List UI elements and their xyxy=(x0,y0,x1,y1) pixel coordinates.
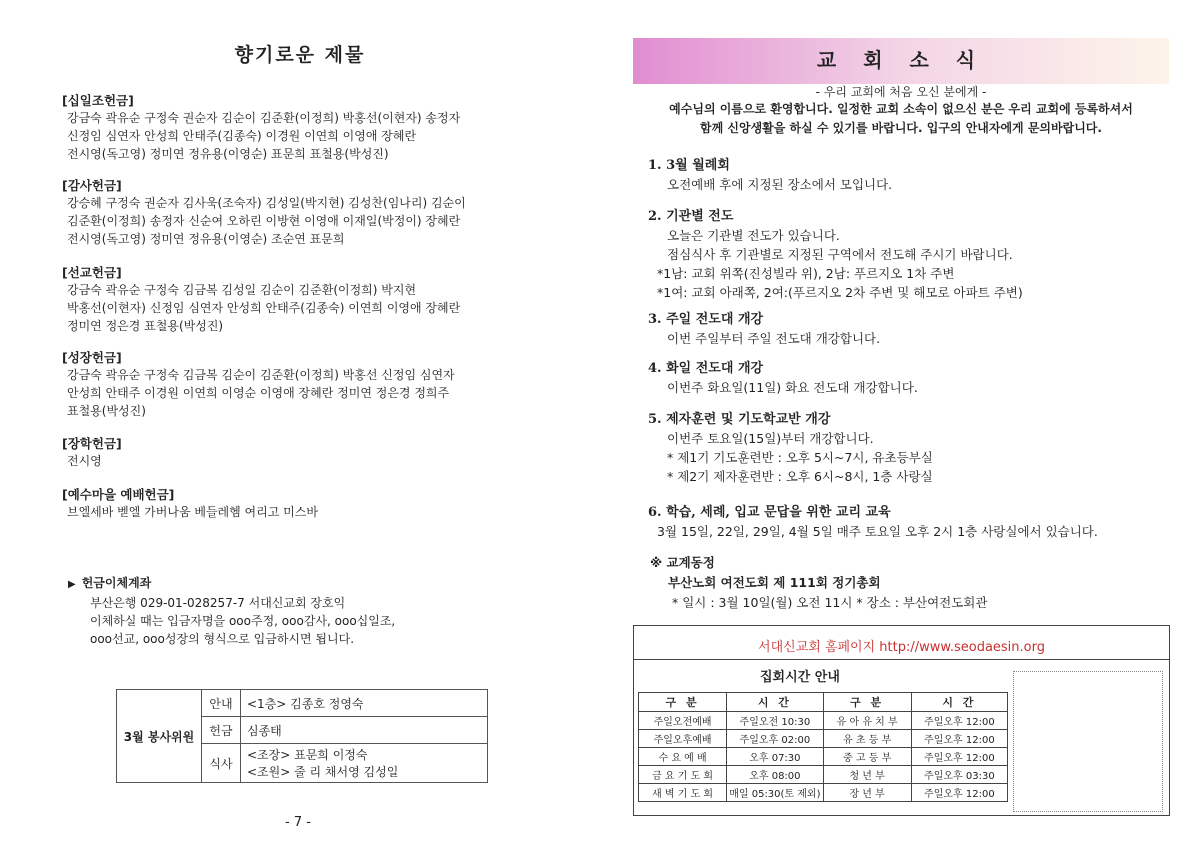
offering-names: 강금숙 곽유순 구정숙 김금복 김순이 김준환(이정희) 박홍선 신정임 심연자 xyxy=(67,368,455,382)
transfer-line: 부산은행 029-01-028257-7 서대신교회 장호익 xyxy=(90,596,346,610)
meeting-schedule-table xyxy=(638,692,1008,802)
news-heading: 2. 기관별 전도 xyxy=(648,209,734,224)
volunteer-line: <조원> 줄 리 채서영 김성일 xyxy=(247,765,399,779)
transfer-title: 헌금이체계좌 xyxy=(81,576,152,590)
volunteer-line: <조장> 표문희 이정숙 xyxy=(247,748,368,762)
offering-names: 전시영 xyxy=(67,454,102,468)
offering-names: 김준환(이정희) 송정자 신순여 오하린 이방현 이영애 이재일(박정이) 장혜란 xyxy=(67,214,461,228)
schedule-cell: 주일오후예배 xyxy=(639,730,727,748)
homepage-link[interactable]: 서대신교회 홈페이지 http://www.seodaesin.org xyxy=(758,640,1045,655)
news-line: *1남: 교회 위쪽(진성빌라 위), 2남: 푸르지오 1차 주변 xyxy=(657,266,955,281)
offering-names: 전시영(독고영) 정미연 정유용(이영순) 표문희 표철용(박성진) xyxy=(67,147,389,161)
schedule-cell: 청 년 부 xyxy=(823,766,911,784)
table-row xyxy=(639,730,1008,748)
volunteer-table xyxy=(116,689,488,783)
offering-growth xyxy=(62,350,532,420)
schedule-cell: 주일오전 10:30 xyxy=(727,712,823,730)
church-news xyxy=(650,553,1150,613)
schedule-cell: 수 요 예 배 xyxy=(639,748,727,766)
offering-names: 박홍선(이현자) 신정임 심연자 안성희 안태주(김종숙) 이연희 이영애 장혜란 xyxy=(67,301,461,315)
transfer-account xyxy=(68,574,508,648)
news-line: 이번주 토요일(15일)부터 개강합니다. xyxy=(667,431,874,446)
offering-heading: [십일조헌금] xyxy=(62,93,134,108)
schedule-cell: 장 년 부 xyxy=(823,784,911,802)
volunteer-names: <1층> 김종호 정영숙 xyxy=(241,690,488,717)
news-item xyxy=(648,310,1158,348)
church-news-heading: ※ 교계동정 xyxy=(650,555,715,570)
schedule-cell: 금 요 기 도 회 xyxy=(639,766,727,784)
news-line: 점심식사 후 기관별로 지정된 구역에서 전도해 주시기 바랍니다. xyxy=(667,247,1013,262)
news-item xyxy=(648,359,1158,397)
schedule-cell: 오후 08:00 xyxy=(727,766,823,784)
news-line: 오늘은 기관별 전도가 있습니다. xyxy=(667,228,840,243)
news-heading: 3. 주일 전도대 개강 xyxy=(648,312,764,327)
offering-tithe xyxy=(62,93,532,163)
offering-village xyxy=(62,487,532,521)
page-title: 향기로운 제물 xyxy=(234,44,366,66)
offering-names: 강금숙 곽유순 구정숙 권순자 김순이 김준환(이정희) 박홍선(이현자) 송정자 xyxy=(67,111,461,125)
news-heading: 6. 학습, 세례, 입교 문답을 위한 교리 교육 xyxy=(648,505,891,520)
offering-names: 안성희 안태주 이경원 이연희 이영순 이영애 장혜란 정미연 정은경 정희주 xyxy=(67,386,450,400)
column-header: 시 간 xyxy=(727,693,823,712)
volunteer-category: 헌금 xyxy=(202,717,241,744)
offering-mission xyxy=(62,265,532,335)
offering-heading: [선교헌금] xyxy=(62,265,122,280)
offering-names: 전시영(독고영) 정미연 정유용(이영순) 조순연 표문희 xyxy=(67,232,345,246)
schedule-cell: 주일오후 03:30 xyxy=(911,766,1007,784)
offering-heading: [장학헌금] xyxy=(62,436,122,451)
meeting-times-title: 집회시간 안내 xyxy=(760,670,840,685)
schedule-cell: 중 고 등 부 xyxy=(823,748,911,766)
schedule-cell: 매일 05:30(토 제외) xyxy=(727,784,823,802)
offering-thanks xyxy=(62,178,532,248)
news-heading: 1. 3월 월례회 xyxy=(648,158,730,173)
news-item xyxy=(648,503,1158,541)
offering-names: 표철용(박성진) xyxy=(67,404,146,418)
news-item xyxy=(648,410,1158,486)
offering-names: 강금숙 곽유순 구정숙 김금복 김성일 김순이 김준환(이정희) 박지현 xyxy=(67,283,417,297)
news-line: * 제1기 기도훈련반 : 오후 5시~7시, 유초등부실 xyxy=(667,450,933,465)
news-line: *1여: 교회 아래쪽, 2여:(푸르지오 2차 주변 및 해모로 아파트 주변) xyxy=(657,285,1023,300)
photo-placeholder xyxy=(1013,671,1163,812)
offering-names: 강승혜 구정숙 권순자 김사욱(조숙자) 김성일(박지현) 김성찬(임나리) 김순이 xyxy=(67,196,466,210)
transfer-line: 이체하실 때는 입금자명을 ooo주정, ooo감사, ooo십일조, xyxy=(90,614,396,628)
volunteer-names: 심종태 xyxy=(241,717,488,744)
offering-scholarship xyxy=(62,436,532,470)
table-row xyxy=(639,766,1008,784)
church-news-info: * 일시 : 3월 10일(월) 오전 11시 * 장소 : 부산여전도회관 xyxy=(672,595,988,610)
welcome-line: 함께 신앙생활을 하실 수 있기를 바랍니다. 입구의 안내자에게 문의바랍니다. xyxy=(700,121,1102,135)
news-line: * 제2기 제자훈련반 : 오후 6시~8시, 1층 사랑실 xyxy=(667,469,933,484)
offering-heading: [감사헌금] xyxy=(62,178,122,193)
transfer-line: ooo선교, ooo성장의 형식으로 입금하시면 됩니다. xyxy=(90,632,355,646)
table-row xyxy=(639,712,1008,730)
news-line: 이번주 화요일(11일) 화요 전도대 개강합니다. xyxy=(667,380,918,395)
offering-heading: [예수마을 예배헌금] xyxy=(62,487,175,502)
schedule-cell: 새 벽 기 도 회 xyxy=(639,784,727,802)
table-row xyxy=(639,784,1008,802)
column-header: 구 분 xyxy=(639,693,727,712)
offering-names: 정미연 정은경 표철용(박성진) xyxy=(67,319,224,333)
news-item xyxy=(648,156,1158,194)
volunteer-category: 안내 xyxy=(202,690,241,717)
welcome-line: 예수님의 이름으로 환영합니다. 일정한 교회 소속이 없으신 분은 우리 교회에 등록하셔서 xyxy=(669,102,1133,116)
news-line: 오전예배 후에 지정된 장소에서 모입니다. xyxy=(667,177,893,192)
offering-names: 브엘세바 벧엘 가버나움 베들레헴 여리고 미스바 xyxy=(67,505,318,519)
news-title: 교 회 소 식 xyxy=(816,48,986,72)
schedule-cell: 유 초 등 부 xyxy=(823,730,911,748)
schedule-cell: 주일오전예배 xyxy=(639,712,727,730)
schedule-cell: 유 아 유 치 부 xyxy=(823,712,911,730)
schedule-cell: 주일오후 12:00 xyxy=(911,748,1007,766)
column-header: 구 분 xyxy=(823,693,911,712)
offering-heading: [성장헌금] xyxy=(62,350,122,365)
schedule-cell: 주일오후 12:00 xyxy=(911,784,1007,802)
news-line: 이번 주일부터 주일 전도대 개강합니다. xyxy=(667,331,881,346)
triangle-bullet-icon: ▶ xyxy=(68,579,76,590)
news-line: 3월 15일, 22일, 29일, 4월 5일 매주 토요일 오후 2시 1층 사랑실에서 있습니다. xyxy=(657,524,1098,539)
church-news-subheading: 부산노회 여전도회 제 111회 정기총회 xyxy=(668,575,881,590)
schedule-cell: 주일오후 12:00 xyxy=(911,730,1007,748)
page-number: - 7 - xyxy=(285,815,311,830)
table-row xyxy=(639,748,1008,766)
volunteer-names xyxy=(241,744,488,783)
welcome-message xyxy=(648,100,1154,138)
news-heading: 5. 제자훈련 및 기도학교반 개강 xyxy=(648,412,831,427)
news-heading: 4. 화일 전도대 개강 xyxy=(648,361,764,376)
welcome-title: - 우리 교회에 처음 오신 분에게 - xyxy=(815,85,987,99)
volunteer-label: 3월 봉사위원 xyxy=(117,690,202,783)
offering-names: 신정임 심연자 안성희 안태주(김종숙) 이경원 이연희 이영애 장혜란 xyxy=(67,129,417,143)
schedule-cell: 오후 07:30 xyxy=(727,748,823,766)
column-header: 시 간 xyxy=(911,693,1007,712)
news-item xyxy=(648,207,1158,302)
schedule-cell: 주일오후 02:00 xyxy=(727,730,823,748)
schedule-cell: 주일오후 12:00 xyxy=(911,712,1007,730)
divider xyxy=(633,659,1170,660)
volunteer-category: 식사 xyxy=(202,744,241,783)
